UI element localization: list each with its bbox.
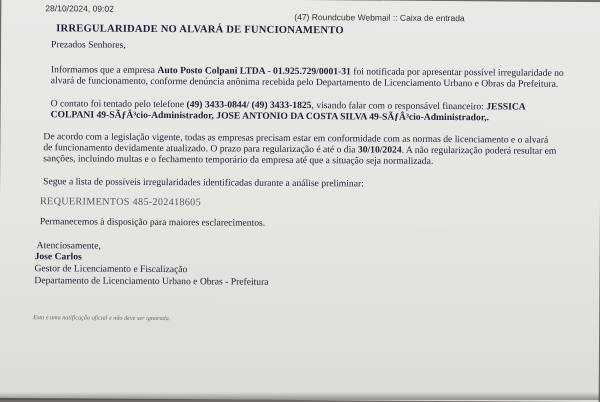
company-name: Auto Posto Colpani LTDA - 01.925.729/0001-31 <box>157 65 351 78</box>
footer-note: Esta e uma notificação oficial e não deve ser ignorada. <box>33 314 171 323</box>
deadline-date: 30/10/2024 <box>357 144 402 156</box>
paragraph-irregularities-intro: Segue a lista de possíveis irregularidades identificadas durante a análise preliminar: <box>43 176 364 190</box>
phone-numbers: (49) 3433-0844/ (49) 3433-1825 <box>186 99 312 112</box>
contact-name: JESSICA <box>486 101 526 113</box>
document-title: IRREGULARIDADE NO ALVARÁ DE FUNCIONAMENTO <box>56 23 344 37</box>
text-fragment: O contato foi tentado pelo telefone <box>50 98 187 111</box>
signatory-name: Jose Carlos <box>34 251 82 263</box>
print-datetime: 28/10/2024, 09:02 <box>45 3 114 14</box>
signatory-role: Gestor de Licenciamento e Fiscalização <box>34 263 188 276</box>
paragraph-legislation-line1: De acordo com a legislação vigente, todas as empresas precisam estar em conformidade com as normas de licenciamento e o alvará <box>43 131 549 146</box>
text-fragment: foi notificada por apresentar possível irregularidade no <box>350 66 564 79</box>
photo-shadow <box>0 392 600 400</box>
paragraph-availability: Permanecemos à disposição para maiores esclarecimentos. <box>39 216 266 229</box>
paragraph-company-line2: alvará de funcionamento, conforme denúncia anônima recebida pelo Departamento de Licenciamento Urbano e Obras da Prefeitura. <box>50 75 559 90</box>
paragraph-contact-line2: COLPANI 49-SÃƒÂ³cio-Administrador, JOSE ANTONIO DA COSTA SILVA 49-SÃƒÂ³cio-Administrador,. <box>50 109 490 124</box>
text-fragment: , visando falar com o responsável financeiro: <box>311 100 487 113</box>
text-fragment: . A não regularização poderá resultar em <box>401 144 557 157</box>
text-fragment: Informamos que a empresa <box>50 64 158 77</box>
text-fragment: de funcionamento devidamente atualizado. O prazo para regularização é até o dia <box>43 142 358 156</box>
signatory-department: Departamento de Licenciamento Urbano e Obras - Prefeitura <box>34 275 269 288</box>
greeting: Prezados Senhores, <box>51 39 126 51</box>
closing-salutation: Atenciosamente, <box>36 240 101 252</box>
requirement-code: REQUERIMENTOS 485-202418605 <box>39 196 202 209</box>
print-page-title: (47) Roundcube Webmail :: Caixa de entrada <box>294 11 465 24</box>
paragraph-legislation-line3: sanções, incluindo multas e o fechamento temporário da empresa até que a situação seja normalizada. <box>43 153 434 167</box>
